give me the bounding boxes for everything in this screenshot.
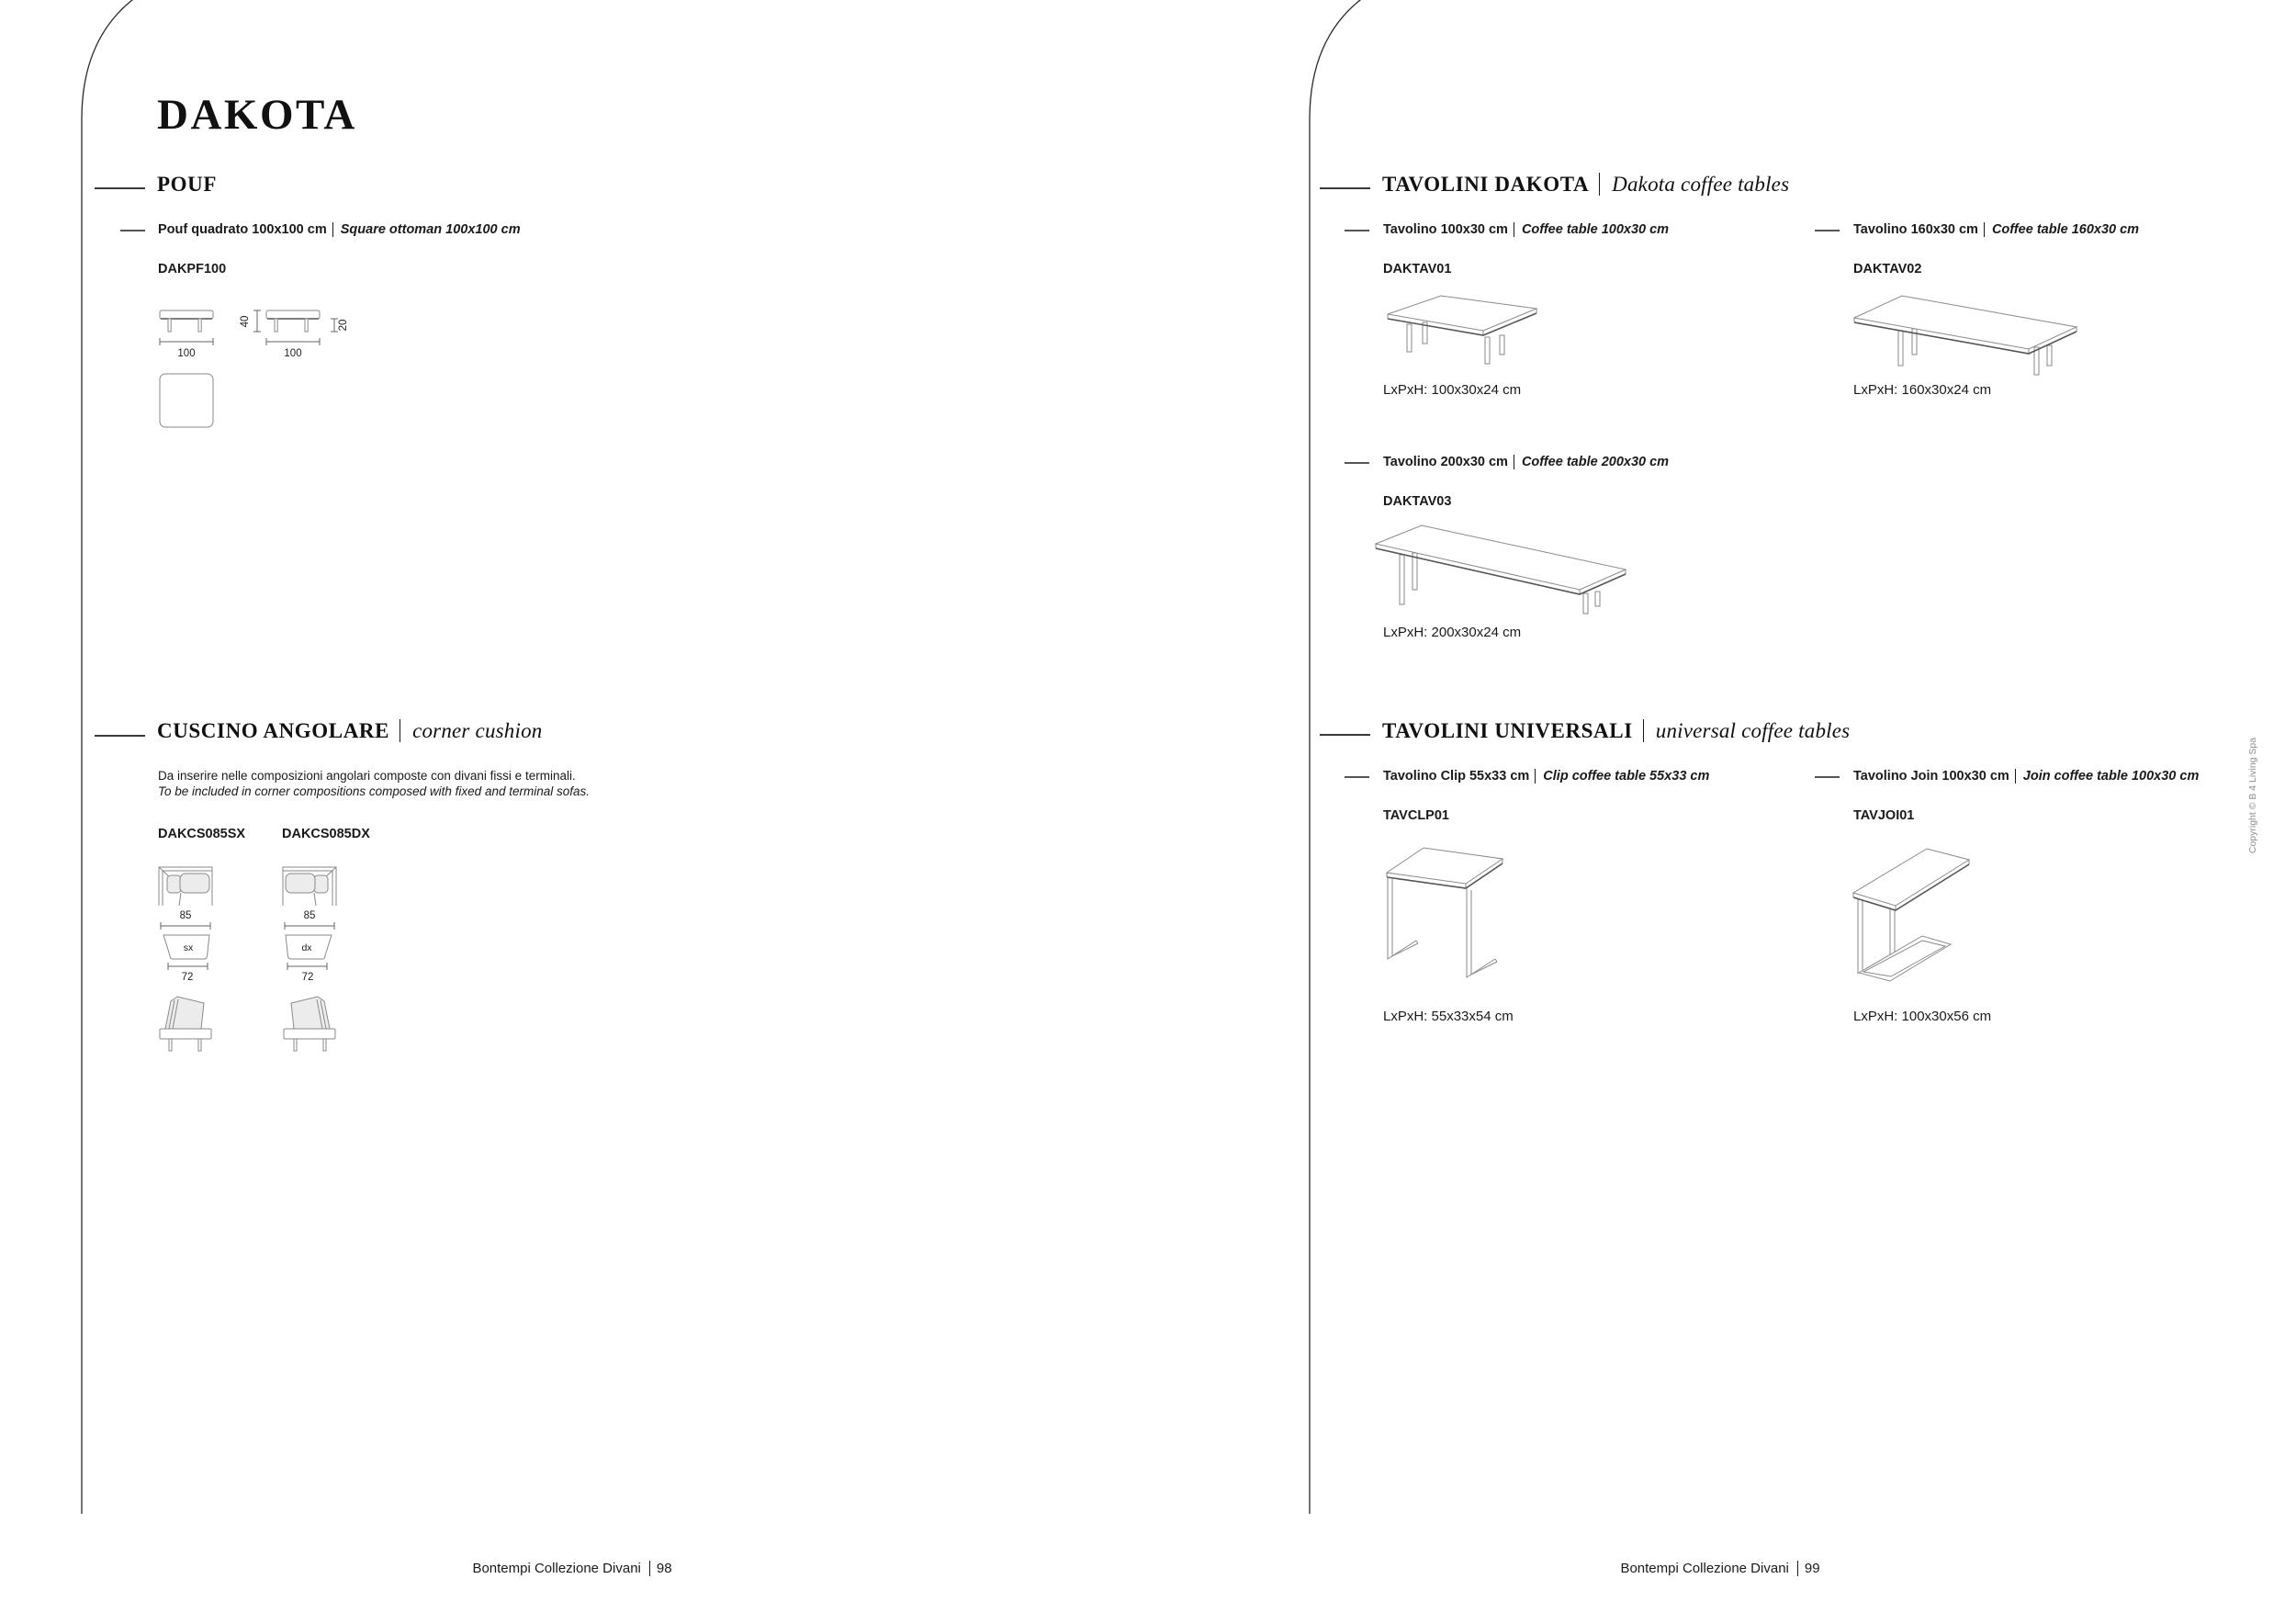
footer-left — [388, 1561, 756, 1576]
section-heading-tavolini-dakota — [1382, 173, 1789, 197]
pouf-dim-height: 40 — [240, 315, 251, 328]
product-code-daktav01: DAKTAV01 — [1383, 262, 1452, 276]
cushion-sx-drawing — [157, 865, 214, 1060]
product-code-tavclp01: TAVCLP01 — [1383, 808, 1449, 823]
section-heading-it: TAVOLINI UNIVERSALI — [1382, 719, 1633, 742]
product-name-it: Tavolino 160x30 cm — [1853, 222, 1978, 237]
product-name-it: Tavolino Clip 55x33 cm — [1383, 769, 1530, 784]
pouf-top-view-drawing — [159, 373, 216, 430]
product-code-tavjoi01: TAVJOI01 — [1853, 808, 1915, 823]
product-name-en: Coffee table 200x30 cm — [1514, 455, 1669, 469]
section-dash — [95, 735, 145, 737]
footer-right — [1536, 1561, 1904, 1576]
product-name-en: Square ottoman 100x100 cm — [332, 222, 521, 237]
product-name-en: Join coffee table 100x30 cm — [2015, 769, 2200, 784]
product-name-en: Clip coffee table 55x33 cm — [1535, 769, 1709, 784]
product-dash — [1345, 776, 1369, 778]
section-heading-corner-cushion — [157, 719, 542, 743]
product-code-daktav02: DAKTAV02 — [1853, 262, 1922, 276]
daktav01-drawing — [1382, 290, 1543, 368]
section-heading-en: universal coffee tables — [1643, 719, 1851, 742]
page-number-right: 99 — [1797, 1561, 1820, 1576]
product-code-cushion-sx: DAKCS085SX — [158, 827, 246, 841]
product-name-en: Coffee table 100x30 cm — [1514, 222, 1669, 237]
page-border-left — [82, 0, 140, 1514]
footer-brand: Bontempi Collezione Divani — [1620, 1561, 1789, 1576]
product-code-cushion-dx: DAKCS085DX — [282, 827, 370, 841]
product-code-pouf: DAKPF100 — [158, 262, 227, 276]
pouf-dim-leg: 20 — [338, 319, 349, 332]
product-name-tavjoi01 — [1853, 769, 2199, 784]
page-number-left: 98 — [649, 1561, 672, 1576]
product-name-en: Coffee table 160x30 cm — [1984, 222, 2139, 237]
product-code-daktav03: DAKTAV03 — [1383, 494, 1452, 509]
cushion-dx-dim-depth: 72 — [301, 972, 314, 983]
description-it: Da inserire nelle composizioni angolari composte con divani fissi e terminali. — [158, 769, 576, 783]
product-dimensions-daktav02: LxPxH: 160x30x24 cm — [1853, 382, 1992, 398]
product-name-it: Tavolino Join 100x30 cm — [1853, 769, 2009, 784]
section-heading-it: TAVOLINI DAKOTA — [1382, 173, 1590, 196]
section-heading-it: CUSCINO ANGOLARE — [157, 719, 390, 742]
description-en: To be included in corner compositions composed with fixed and terminal sofas. — [158, 784, 591, 798]
section-heading-en: corner cushion — [400, 719, 542, 742]
product-dimensions-tavclp01: LxPxH: 55x33x54 cm — [1383, 1009, 1514, 1024]
product-name-it: Pouf quadrato 100x100 cm — [158, 222, 327, 237]
footer-brand: Bontempi Collezione Divani — [472, 1561, 641, 1576]
section-dash — [95, 187, 145, 189]
cushion-sx-dim-depth: 72 — [181, 972, 194, 983]
cushion-dx-dim-width: 85 — [303, 910, 316, 921]
product-name-tavclp01 — [1383, 769, 1709, 784]
cushion-sx-dim-width: 85 — [179, 910, 192, 921]
section-heading-pouf: POUF — [157, 173, 217, 196]
section-description — [158, 768, 590, 799]
pouf-dim-width-1: 100 — [177, 348, 196, 359]
product-name-daktav02 — [1853, 222, 2139, 237]
product-name-it: Tavolino 100x30 cm — [1383, 222, 1508, 237]
section-heading-en: Dakota coffee tables — [1599, 173, 1789, 196]
daktav02-drawing — [1851, 290, 2080, 378]
daktav03-drawing — [1372, 522, 1629, 615]
pouf-front-view-drawing — [156, 294, 354, 360]
product-name-daktav01 — [1383, 222, 1669, 237]
product-dimensions-daktav03: LxPxH: 200x30x24 cm — [1383, 625, 1522, 640]
product-name-it: Tavolino 200x30 cm — [1383, 455, 1508, 469]
product-dimensions-daktav01: LxPxH: 100x30x24 cm — [1383, 382, 1522, 398]
cushion-dx-drawing — [281, 865, 338, 1060]
tavclp01-drawing — [1383, 838, 1507, 987]
copyright-notice: Copyright © B 4 Living Spa — [2247, 737, 2258, 854]
cushion-dx-side-label: dx — [301, 942, 312, 953]
section-heading-tavolini-universali — [1382, 719, 1850, 743]
product-name-daktav03 — [1383, 455, 1669, 469]
collection-title: DAKOTA — [157, 91, 357, 139]
product-dash — [120, 230, 145, 231]
product-name-pouf — [158, 222, 521, 237]
product-dash — [1345, 462, 1369, 464]
page-border-right — [1310, 0, 1367, 1514]
cushion-sx-side-label: sx — [183, 942, 194, 953]
cushion-dx-shapes — [283, 867, 336, 1051]
pouf-dim-width-2: 100 — [284, 348, 302, 359]
section-dash — [1320, 734, 1370, 736]
product-dash — [1345, 230, 1369, 231]
section-dash — [1320, 187, 1370, 189]
tavjoi01-drawing — [1851, 838, 1980, 1008]
product-dimensions-tavjoi01: LxPxH: 100x30x56 cm — [1853, 1009, 1992, 1024]
product-dash — [1815, 776, 1840, 778]
product-dash — [1815, 230, 1840, 231]
